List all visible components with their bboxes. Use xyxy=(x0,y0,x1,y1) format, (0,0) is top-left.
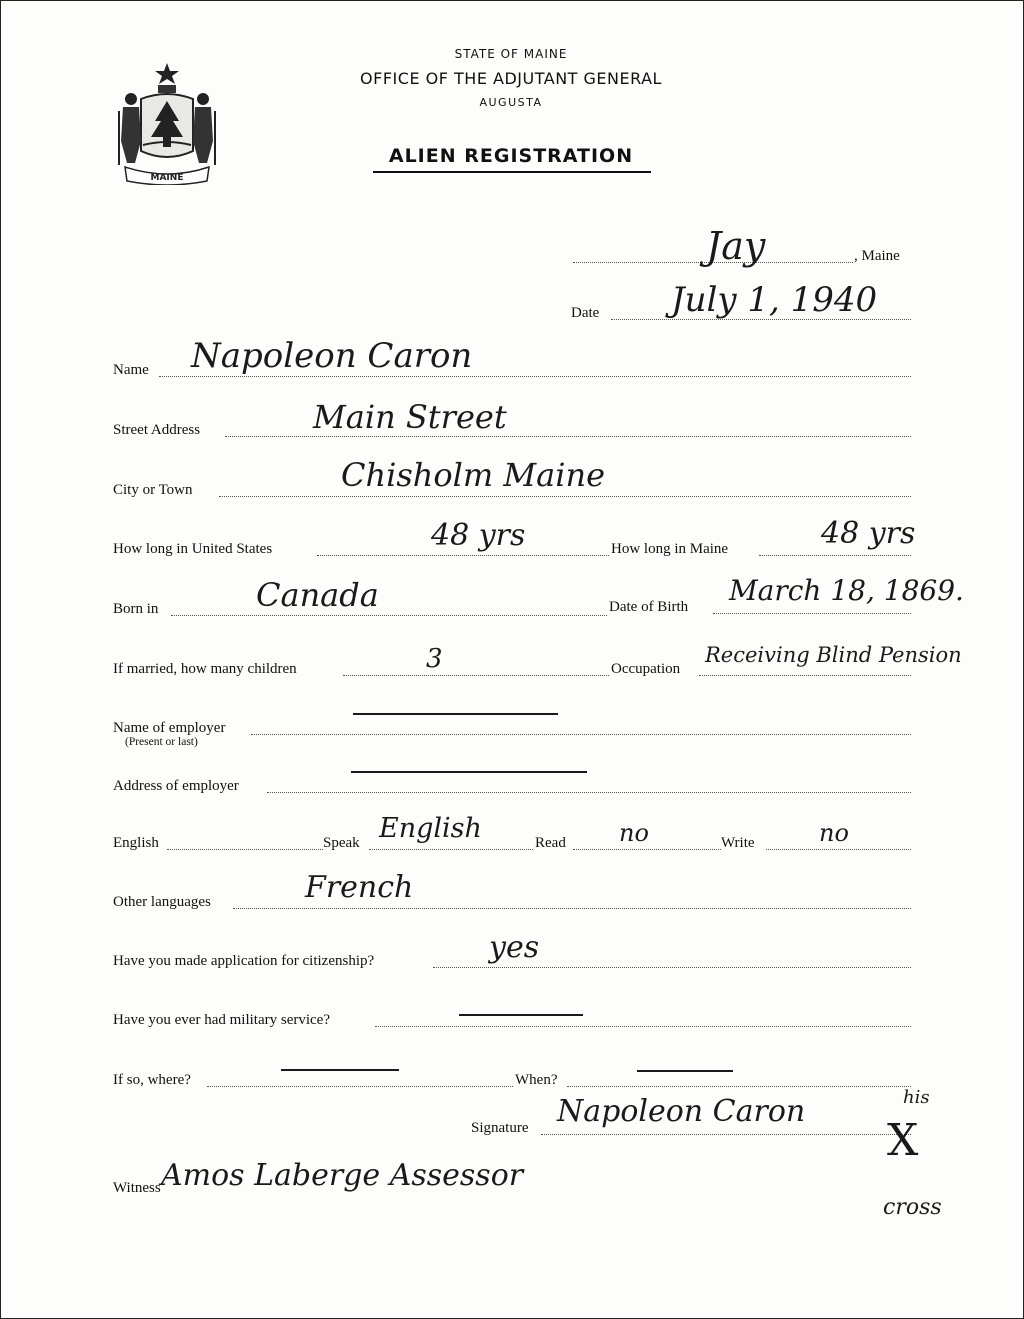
name-label: Name xyxy=(113,362,149,378)
other-languages-label: Other languages xyxy=(113,894,211,910)
write-label: Write xyxy=(721,835,755,851)
write-entry: no xyxy=(819,819,849,847)
other-languages-line xyxy=(233,908,911,909)
signature-entry: Napoleon Caron xyxy=(557,1094,806,1129)
other-languages-entry: French xyxy=(305,870,414,905)
how-long-us-label: How long in United States xyxy=(113,541,273,557)
speak-label: Speak xyxy=(323,835,360,851)
where-dash xyxy=(281,1069,399,1071)
how-long-maine-label: How long in Maine xyxy=(611,541,729,557)
seal-text: MAINE xyxy=(150,173,184,183)
town-entry: Jay xyxy=(706,224,766,268)
street-label: Street Address xyxy=(113,422,201,438)
signature-label: Signature xyxy=(471,1120,529,1136)
employer-address-line xyxy=(267,792,911,793)
children-entry: 3 xyxy=(426,644,443,674)
employer-address-dash xyxy=(351,771,587,773)
signature-mark-x: X xyxy=(887,1115,919,1166)
date-entry: July 1, 1940 xyxy=(671,280,878,320)
office-heading: OFFICE OF THE ADJUTANT GENERAL xyxy=(360,69,662,88)
city-entry: Chisholm Maine xyxy=(341,456,605,494)
street-entry: Main Street xyxy=(313,398,507,436)
where-label: If so, where? xyxy=(113,1072,191,1088)
when-dash xyxy=(637,1070,733,1072)
military-label: Have you ever had military service? xyxy=(113,1012,330,1028)
mark-his: his xyxy=(903,1087,930,1108)
born-in-line xyxy=(171,615,607,616)
when-label: When? xyxy=(515,1072,558,1088)
form-title: ALIEN REGISTRATION xyxy=(388,145,634,167)
city-line xyxy=(219,496,911,497)
read-line xyxy=(573,849,721,850)
employer-sublabel: (Present or last) xyxy=(125,736,198,748)
children-line xyxy=(343,675,609,676)
read-label: Read xyxy=(535,835,566,851)
dob-label: Date of Birth xyxy=(609,599,689,615)
english-line xyxy=(167,849,323,850)
how-long-us-line xyxy=(317,555,609,556)
name-entry: Napoleon Caron xyxy=(191,336,473,376)
children-label: If married, how many children xyxy=(113,661,297,677)
where-line xyxy=(207,1086,513,1087)
signature-line xyxy=(541,1134,911,1135)
date-label: Date xyxy=(571,305,600,321)
occupation-line xyxy=(699,675,911,676)
how-long-us-entry: 48 yrs xyxy=(431,518,526,553)
how-long-maine-line xyxy=(759,555,911,556)
occupation-entry: Receiving Blind Pension xyxy=(705,643,962,667)
speak-line xyxy=(369,849,533,850)
citizenship-entry: yes xyxy=(489,930,540,965)
employer-label: Name of employer xyxy=(113,720,226,736)
born-in-entry: Canada xyxy=(256,576,379,614)
dob-entry: March 18, 1869. xyxy=(729,574,964,607)
speak-entry: English xyxy=(379,813,482,844)
mark-cross: cross xyxy=(883,1195,942,1220)
employer-line xyxy=(251,734,911,735)
witness-label: Witness xyxy=(113,1180,161,1196)
citizenship-line xyxy=(433,967,911,968)
title-underline xyxy=(373,171,651,173)
english-label: English xyxy=(113,835,159,851)
read-entry: no xyxy=(619,819,649,847)
city-heading: AUGUSTA xyxy=(479,96,543,109)
born-in-label: Born in xyxy=(113,601,159,617)
military-dash xyxy=(459,1014,583,1016)
military-line xyxy=(375,1026,911,1027)
witness-entry: Amos Laberge Assessor xyxy=(161,1158,524,1193)
maine-label: , Maine xyxy=(854,248,900,264)
dob-line xyxy=(713,613,911,614)
occupation-label: Occupation xyxy=(611,661,681,677)
employer-dash xyxy=(353,713,558,715)
name-line xyxy=(159,376,911,377)
write-line xyxy=(766,849,911,850)
how-long-maine-entry: 48 yrs xyxy=(821,516,916,551)
when-line xyxy=(567,1086,911,1087)
employer-address-label: Address of employer xyxy=(113,778,239,794)
city-label: City or Town xyxy=(113,482,193,498)
maine-state-seal xyxy=(111,59,223,185)
state-heading: STATE OF MAINE xyxy=(454,47,568,61)
street-line xyxy=(225,436,911,437)
citizenship-label: Have you made application for citizenship? xyxy=(113,953,375,969)
